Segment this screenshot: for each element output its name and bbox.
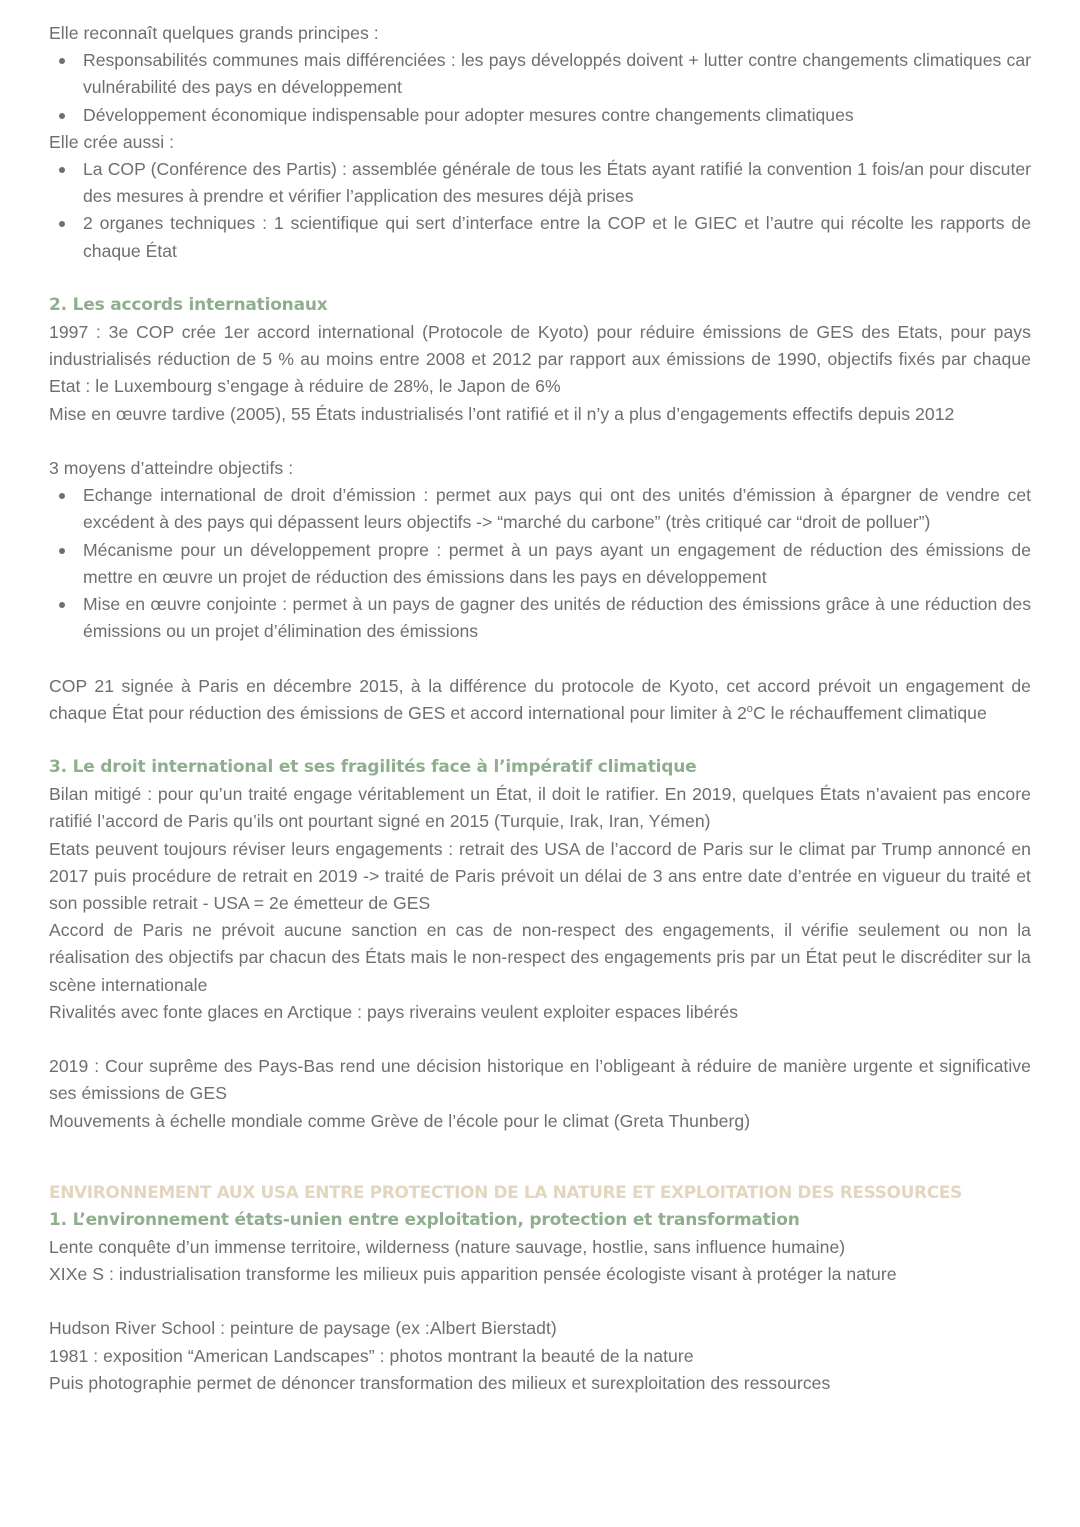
- list-item: Responsabilités communes mais différenciées : les pays développés doivent + lutter contre changements climatiques car vulnérabilité des pays en développement: [49, 47, 1031, 101]
- bullet-icon: [59, 58, 65, 64]
- means-label: 3 moyens d’atteindre objectifs :: [49, 458, 294, 479]
- paragraph: Etats peuvent toujours réviser leurs engagements : retrait des USA de l’accord de Paris sur le climat par Trump annoncé en 2017 puis procédure de retrait en 2019 -> traité de Paris prévoit un délai de 3 ans entre date d’entrée en vigueur du traité et son possible retrait - USA = 2e émetteur de GES: [49, 838, 1031, 914]
- creates-label: Elle crée aussi :: [49, 131, 175, 152]
- paragraph-cop21: COP 21 signée à Paris en décembre 2015, à la différence du protocole de Kyoto, cet accord prévoit un engagement de chaque État pour réduction des émissions de GES et accord international pour limiter à 2$^o$C le réchauffement climatique: [49, 675, 1031, 723]
- chapter-heading: ENVIRONNEMENT AUX USA ENTRE PROTECTION DE LA NATURE ET EXPLOITATION DES RESSOURCES: [49, 1182, 962, 1203]
- spacer: [49, 1026, 1031, 1053]
- list-item: La COP (Conférence des Partis) : assemblée générale de tous les États ayant ratifié la convention 1 fois/an pour discuter des mesures à prendre et vérifier l’application des mesures déjà prises: [49, 156, 1031, 210]
- paragraph: 2019 : Cour suprême des Pays-Bas rend une décision historique en l’obligeant à réduire de manière urgente et significative ses émissions de GES: [49, 1056, 1031, 1104]
- list-item: Mécanisme pour un développement propre : permet à un pays ayant un engagement de réduction des émissions de mettre en œuvre un projet de réduction des émissions dans les pays en développement: [49, 537, 1031, 591]
- principles-label: Elle reconnaît quelques grands principes :: [49, 23, 379, 43]
- spacer: [49, 727, 1031, 754]
- bullet-icon: [59, 548, 65, 554]
- paragraph: Puis photographie permet de dénoncer transformation des milieux et surexploitation des ressources: [49, 1372, 831, 1393]
- principles-list: [49, 47, 1031, 129]
- list-item: Développement économique indispensable pour adopter mesures contre changements climatiques: [49, 102, 1031, 129]
- section-heading: 3. Le droit international et ses fragilités face à l’impératif climatique: [49, 757, 697, 778]
- bullet-icon: [59, 602, 65, 608]
- list-item: 2 organes techniques : 1 scientifique qui sert d’interface entre la COP et le GIEC et l’autre qui récolte les rapports de chaque État: [49, 210, 1031, 264]
- section-heading: 2. Les accords internationaux: [49, 295, 328, 316]
- paragraph: Accord de Paris ne prévoit aucune sanction en cas de non-respect des engagements, il vérifie seulement ou non la réalisation des objectifs par chacun des États mais le non-respect des engagements pris par un État peut le discréditer sur la scène internationale: [49, 920, 1031, 995]
- spacer: [49, 1135, 1031, 1180]
- paragraph: XIXe S : industrialisation transforme les milieux puis apparition pensée écologiste visant à protéger la nature: [49, 1264, 897, 1285]
- list-item: Mise en œuvre conjointe : permet à un pays de gagner des unités de réduction des émissions grâce à une réduction des émissions ou un projet d’élimination des émissions: [49, 591, 1031, 645]
- paragraph: Bilan mitigé : pour qu’un traité engage véritablement un État, il doit le ratifier. En 2019, quelques États n’avaient pas encore ratifié l’accord de Paris qu’ils ont pourtant signé en 2015 (Turquie, Irak, Iran, Yémen): [49, 784, 1031, 832]
- paragraph: Lente conquête d’un immense territoire, wilderness (nature sauvage, hostlie, sans influence humaine): [49, 1236, 846, 1257]
- paragraph: Mouvements à échelle mondiale comme Grève de l’école pour le climat (Greta Thunberg): [49, 1110, 751, 1131]
- spacer: [49, 645, 1031, 672]
- bullet-icon: [59, 113, 65, 119]
- paragraph: Rivalités avec fonte glaces en Arctique : pays riverains veulent exploiter espaces libérés: [49, 1001, 739, 1022]
- list-item: Echange international de droit d’émission : permet aux pays qui ont des unités d’émission à épargner de vendre cet excédent à des pays qui dépassent leurs objectifs -> “marché du carbone” (très critiqué car “droit de polluer”): [49, 482, 1031, 536]
- bullet-icon: [59, 221, 65, 227]
- paragraph: Mise en œuvre tardive (2005), 55 États industrialisés l’ont ratifié et il n’y a plus d’engagements effectifs depuis 2012: [49, 403, 955, 424]
- means-list: [49, 482, 1031, 645]
- paragraph: Hudson River School : peinture de paysage (ex :Albert Bierstadt): [49, 1318, 557, 1339]
- section-heading: 1. L’environnement états-unien entre exploitation, protection et transformation: [49, 1209, 800, 1230]
- degree-sign: o: [746, 702, 753, 715]
- spacer: [49, 428, 1031, 455]
- creates-list: [49, 156, 1031, 265]
- bullet-icon: [59, 493, 65, 499]
- paragraph: 1997 : 3e COP crée 1er accord international (Protocole de Kyoto) pour réduire émissions de GES des Etats, pour pays industrialisés réduction de 5 % au moins entre 2008 et 2012 par rapport aux émissions de 1990, objectifs fixés par chaque Etat : le Luxembourg s’engage à réduire de 28%, le Japon de 6%: [49, 322, 1031, 397]
- document-page: [49, 20, 1031, 1397]
- spacer: [49, 265, 1031, 292]
- paragraph: 1981 : exposition “American Landscapes” : photos montrant la beauté de la nature: [49, 1345, 694, 1366]
- spacer: [49, 1288, 1031, 1315]
- bullet-icon: [59, 167, 65, 173]
